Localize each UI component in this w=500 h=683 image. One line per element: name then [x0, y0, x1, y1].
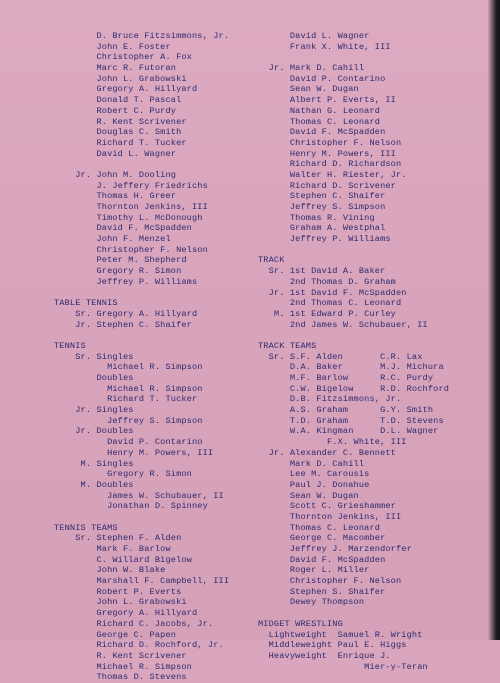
blank-line: [54, 288, 279, 299]
text-line: R. Kent Scrivener: [54, 116, 187, 127]
text-line: Sr. S.F. Alden C.R. Lax: [258, 351, 423, 362]
text-line: Sean W. Dugan: [258, 84, 359, 95]
text-line: Jr. Doubles: [54, 426, 134, 437]
text-line: Roger L. Miller: [258, 565, 370, 576]
text-line: Albert P. Everts, II: [258, 95, 396, 106]
text-line: Richard D. Richardson: [258, 159, 402, 170]
text-line: Sean W. Dugan: [258, 490, 359, 501]
text-line: Christopher F. Nelson: [54, 244, 208, 255]
text-line: Jr. Alexander C. Bennett: [258, 447, 396, 458]
text-line: T.D. Graham T.D. Stevens: [258, 415, 444, 426]
text-line: George C. Papen: [54, 629, 177, 640]
left-column: [54, 31, 279, 683]
text-line: Richard T. Tucker: [54, 137, 187, 148]
text-line: Gregory R. Simon: [54, 469, 192, 480]
text-line: Paul J. Donahue: [258, 479, 370, 490]
text-line: John L. Grabowski: [54, 73, 187, 84]
text-line: Walter H. Riester, Jr.: [258, 169, 407, 180]
text-line: Robert C. Purdy: [54, 105, 177, 116]
text-line: 2nd James W. Schubauer, II: [258, 319, 428, 330]
text-line: C.W. Bigelow R.D. Rochford: [258, 383, 450, 394]
text-line: TENNIS TEAMS: [54, 522, 118, 533]
text-line: Heavyweight Enrique J.: [258, 650, 391, 661]
text-line: C. Willard Bigelow: [54, 554, 192, 565]
text-line: Richard T. Tucker: [54, 394, 198, 405]
text-line: Thomas H. Greer: [54, 191, 177, 202]
text-line: Lightweight Samuel R. Wright: [258, 629, 423, 640]
right-column: [258, 31, 490, 672]
text-line: Robert P. Everts: [54, 586, 182, 597]
text-line: Scott C. Grieshammer: [258, 501, 396, 512]
text-line: Timothy L. McDonough: [54, 212, 203, 223]
text-line: Michael R. Simpson: [54, 383, 203, 394]
text-line: Jr. Singles: [54, 405, 134, 416]
text-line: Christopher F. Nelson: [258, 137, 402, 148]
text-line: Christopher F. Nelson: [258, 576, 402, 587]
text-line: Thomas C. Leonard: [258, 522, 381, 533]
text-line: Sr. Singles: [54, 351, 134, 362]
text-line: 2nd Thomas C. Leonard: [258, 298, 402, 309]
text-line: A.S. Graham G.Y. Smith: [258, 405, 434, 416]
text-line: Thomas R. Vining: [258, 212, 375, 223]
text-line: Jeffrey S. Simpson: [54, 415, 203, 426]
text-line: John F. Menzel: [54, 234, 171, 245]
text-line: John E. Foster: [54, 41, 171, 52]
text-line: Marc R. Futoran: [54, 63, 177, 74]
text-line: Christopher A. Fox: [54, 52, 192, 63]
text-line: George C. Macomber: [258, 533, 386, 544]
text-line: Gregory A. Hillyard: [54, 608, 198, 619]
text-line: W.A. Kingman D.L. Wagner: [258, 426, 439, 437]
blank-line: [54, 330, 279, 341]
text-line: Jr. John M. Dooling: [54, 169, 177, 180]
text-line: John W. Blake: [54, 565, 166, 576]
text-line: Mier-y-Teran: [258, 661, 428, 672]
text-line: David F. McSpadden: [258, 127, 386, 138]
blank-line: [258, 608, 490, 619]
text-line: James W. Schubauer, II: [54, 490, 224, 501]
text-line: Henry M. Powers, III: [54, 447, 214, 458]
text-line: M. 1st Edward P. Curley: [258, 308, 396, 319]
text-line: David F. McSpadden: [258, 554, 386, 565]
text-line: Jr. 1st David F. McSpadden: [258, 287, 407, 298]
text-line: Donald T. Pascal: [54, 95, 182, 106]
text-line: Henry M. Powers, III: [258, 148, 396, 159]
text-line: Gregory A. Hillyard: [54, 84, 198, 95]
text-line: Jeffrey S. Simpson: [258, 202, 386, 212]
text-line: David L. Wagner: [258, 31, 370, 41]
text-line: M. Doubles: [54, 479, 134, 490]
text-line: R. Kent Scrivener: [54, 650, 187, 661]
text-line: Middleweight Paul E. Higgs: [258, 640, 407, 651]
text-line: 2nd Thomas D. Graham: [258, 276, 396, 287]
text-line: Michael R. Simpson: [54, 661, 192, 672]
text-line: Thornton Jenkins, III: [258, 511, 402, 522]
text-line: Marshall F. Campbell, III: [54, 576, 230, 587]
text-line: Jeffrey P. Williams: [258, 234, 391, 245]
text-line: Stephen S. Shaifer: [258, 586, 386, 597]
text-line: Richard D. Rochford, Jr.: [54, 640, 224, 651]
blank-line: [258, 330, 490, 341]
text-line: M.F. Barlow R.C. Purdy: [258, 373, 434, 383]
text-line: Sr. Gregory A. Hillyard: [54, 308, 198, 319]
text-line: Lee M. Carousis: [258, 469, 370, 480]
text-line: Frank X. White, III: [258, 41, 391, 52]
text-line: David P. Contarino: [54, 437, 203, 448]
text-line: Thornton Jenkins, III: [54, 202, 208, 212]
text-line: TRACK TEAMS: [258, 340, 317, 351]
text-line: D.B. Fitzsimmons, Jr.: [258, 394, 402, 405]
text-line: Jr. Stephen C. Shaifer: [54, 319, 192, 330]
text-line: Sr. Stephen F. Alden: [54, 533, 182, 544]
text-line: Thomas C. Leonard: [258, 116, 381, 127]
text-line: John L. Grabowski: [54, 597, 187, 608]
text-line: David F. McSpadden: [54, 223, 192, 234]
blank-line: [54, 159, 279, 170]
text-line: D.A. Baker M.J. Michura: [258, 362, 444, 373]
text-line: M. Singles: [54, 458, 134, 469]
text-line: TABLE TENNIS: [54, 298, 118, 309]
blank-line: [54, 512, 279, 523]
text-line: MIDGET WRESTLING: [258, 618, 343, 629]
text-line: D. Bruce Fitzsimmons, Jr.: [54, 31, 230, 41]
text-line: Gregory R. Simon: [54, 266, 182, 277]
text-line: Nathan G. Leonard: [258, 105, 381, 116]
text-line: Richard C. Jacobs, Jr.: [54, 618, 214, 629]
text-line: Stephen C. Shaifer: [258, 191, 386, 202]
text-line: Jeffrey J. Marzendorfer: [258, 544, 412, 554]
text-line: Richard D. Scrivener: [258, 180, 396, 191]
text-line: TENNIS: [54, 340, 86, 351]
text-line: Mark D. Cahill: [258, 458, 365, 469]
blank-line: [258, 52, 490, 63]
text-line: Jonathan D. Spinney: [54, 501, 208, 512]
text-line: Peter M. Shepherd: [54, 255, 187, 266]
text-line: Thomas D. Stevens: [54, 672, 187, 683]
text-line: Douglas C. Smith: [54, 127, 182, 138]
text-line: Mark F. Barlow: [54, 544, 171, 554]
text-line: Dewey Thompson: [258, 597, 365, 608]
text-line: Doubles: [54, 373, 134, 383]
text-line: Graham A. Westphal: [258, 223, 386, 234]
text-line: Michael R. Simpson: [54, 362, 203, 373]
text-line: Sr. 1st David A. Baker: [258, 266, 386, 277]
text-line: TRACK: [258, 255, 285, 266]
text-line: David P. Contarino: [258, 73, 386, 84]
text-line: F.X. White, III: [258, 437, 407, 448]
blank-line: [258, 245, 490, 256]
text-line: J. Jeffery Friedrichs: [54, 180, 208, 191]
text-line: David L. Wagner: [54, 148, 177, 159]
text-line: Jeffrey P. Williams: [54, 276, 198, 287]
text-line: Jr. Mark D. Cahill: [258, 63, 365, 74]
